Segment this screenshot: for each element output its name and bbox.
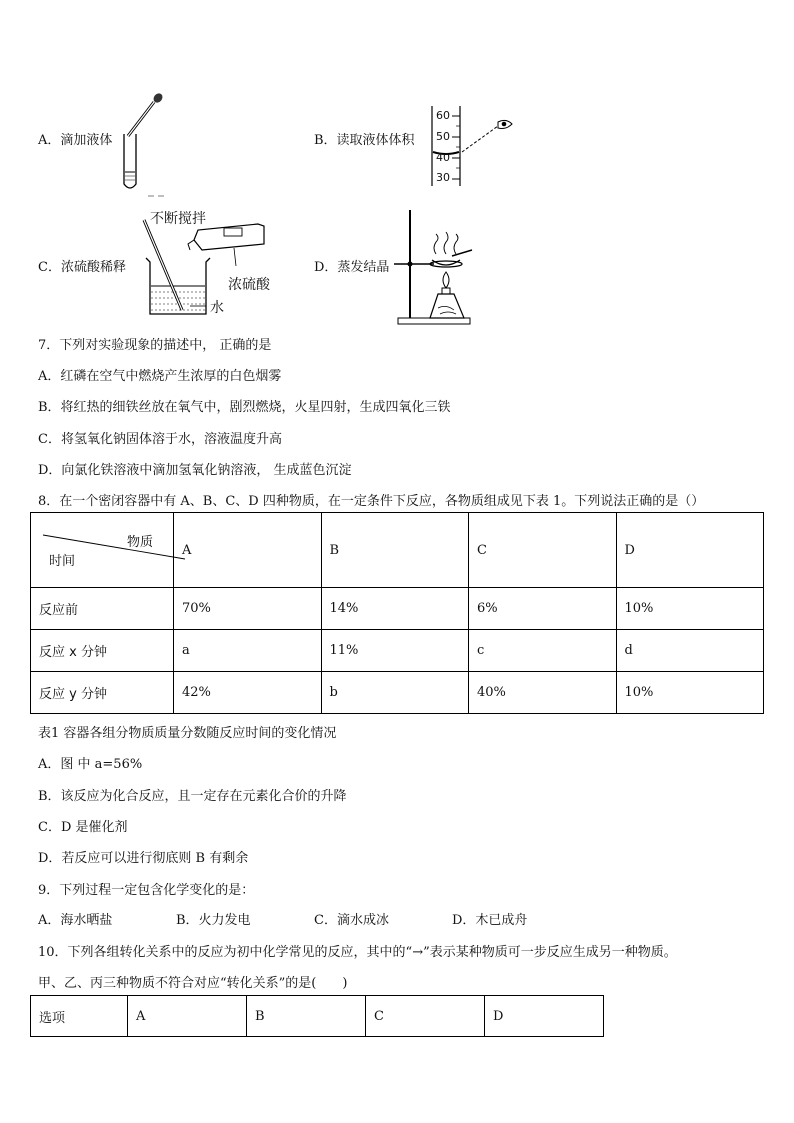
table-cell: c bbox=[469, 630, 617, 672]
evaporation-figure bbox=[394, 210, 484, 328]
figure-b-label: B．读取液体体积 bbox=[314, 133, 415, 148]
q9-option-d: D．木已成舟 bbox=[452, 913, 528, 928]
figure-c-label: C．浓硫酸稀释 bbox=[38, 260, 126, 275]
q10-stem-line2: 甲、乙、丙三种物质不符合对应“转化关系”的是( ) bbox=[38, 976, 348, 991]
table-cell: d bbox=[616, 630, 764, 672]
q9-option-a: A．海水晒盐 bbox=[38, 913, 113, 928]
acid-label: 浓硫酸 bbox=[228, 277, 270, 293]
figure-d-label: D．蒸发结晶 bbox=[314, 260, 390, 275]
q9-stem: 9．下列过程一定包含化学变化的是： bbox=[38, 883, 255, 898]
table-corner-cell bbox=[31, 513, 174, 588]
header-d: D bbox=[485, 996, 604, 1037]
q7-option-c: C．将氢氧化钠固体溶于水，溶液温度升高 bbox=[38, 432, 282, 447]
header-b: B bbox=[247, 996, 366, 1037]
table-row bbox=[31, 588, 764, 630]
water-label: 水 bbox=[210, 300, 224, 316]
q10-table bbox=[30, 995, 604, 1037]
tick-40: 40 bbox=[436, 151, 450, 164]
tick-30: 30 bbox=[436, 171, 450, 184]
q7-option-a: A．红磷在空气中燃烧产生浓厚的白色烟雾 bbox=[38, 369, 282, 384]
table-cell: 70% bbox=[174, 588, 322, 630]
q7-option-b: B．将红热的细铁丝放在氧气中，剧烈燃烧，火星四射，生成四氧化三铁 bbox=[38, 400, 451, 415]
stir-label: 不断搅拌 bbox=[150, 211, 206, 227]
table-cell: 10% bbox=[616, 588, 764, 630]
header-c: C bbox=[469, 513, 617, 588]
table-header-row bbox=[31, 996, 604, 1037]
corner-top-label: 物质 bbox=[127, 535, 154, 550]
q8-option-d: D．若反应可以进行彻底则 B 有剩余 bbox=[38, 851, 249, 866]
corner-bottom-label: 时间 bbox=[49, 554, 76, 569]
table-cell: 14% bbox=[321, 588, 469, 630]
q9-option-b: B．火力发电 bbox=[176, 913, 251, 928]
q8-option-b: B．该反应为化合反应，且一定存在元素化合价的升降 bbox=[38, 789, 347, 804]
q8-table bbox=[30, 512, 764, 714]
header-c: C bbox=[366, 996, 485, 1037]
q9-option-c: C．滴水成冰 bbox=[314, 913, 389, 928]
table-cell: 40% bbox=[469, 672, 617, 714]
row-label: 反应前 bbox=[31, 588, 174, 630]
table-cell: 42% bbox=[174, 672, 322, 714]
tick-60: 60 bbox=[436, 109, 450, 122]
header-b: B bbox=[321, 513, 469, 588]
row-label: 反应 x 分钟 bbox=[31, 630, 174, 672]
row-label: 反应 y 分钟 bbox=[31, 672, 174, 714]
q10-stem-line1: 10．下列各组转化关系中的反应为初中化学常见的反应，其中的“→”表示某种物质可一步反应生成另一种物质。 bbox=[38, 945, 677, 960]
table-cell: 6% bbox=[469, 588, 617, 630]
table-cell: 11% bbox=[321, 630, 469, 672]
q8-table-caption: 表1 容器各组分物质质量分数随反应时间的变化情况 bbox=[38, 726, 337, 741]
table-header-row bbox=[31, 513, 764, 588]
header-a: A bbox=[174, 513, 322, 588]
figure-a-label: A．滴加液体 bbox=[38, 133, 113, 148]
table-row bbox=[31, 672, 764, 714]
q7-stem: 7．下列对实验现象的描述中， 正确的是 bbox=[38, 338, 272, 353]
header-a: A bbox=[128, 996, 247, 1037]
tick-50: 50 bbox=[436, 130, 450, 143]
table-cell: a bbox=[174, 630, 322, 672]
dropper-test-tube-figure bbox=[118, 92, 168, 192]
header-option: 选项 bbox=[31, 996, 128, 1037]
q8-stem: 8．在一个密闭容器中有 A、B、C、D 四种物质，在一定条件下反应，各物质组成见下表 1。下列说法正确的是（） bbox=[38, 494, 705, 509]
table-cell: b bbox=[321, 672, 469, 714]
header-d: D bbox=[616, 513, 764, 588]
q8-option-c: C．D 是催化剂 bbox=[38, 820, 128, 835]
table-cell: 10% bbox=[616, 672, 764, 714]
q8-option-a: A．图 中 a=56% bbox=[38, 757, 143, 772]
table-row bbox=[31, 630, 764, 672]
q7-option-d: D．向氯化铁溶液中滴加氢氧化钠溶液， 生成蓝色沉淀 bbox=[38, 463, 352, 478]
